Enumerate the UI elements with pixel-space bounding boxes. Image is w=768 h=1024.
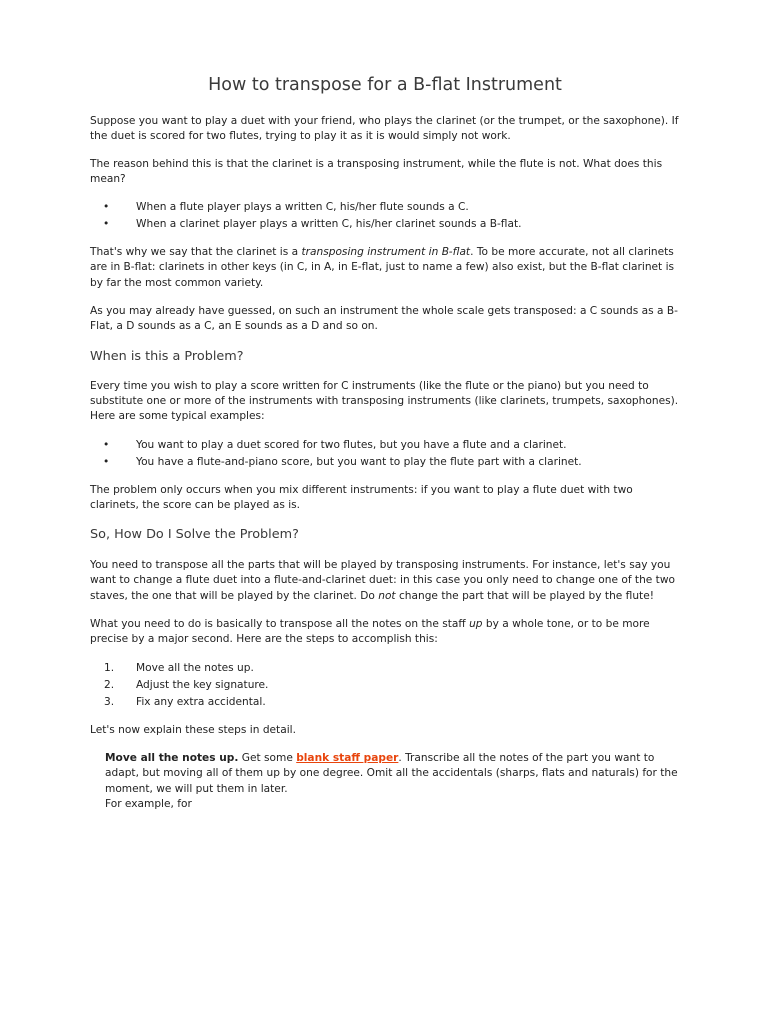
- transposing-paragraph: That's why we say that the clarinet is a transposing instrument in B-flat. To be more accurate, not all clarinets are in B-flat: clarinets in other keys (in C, in A, in E-flat, just to name a few) also exist, but the B-flat clarinet is by far the most common variety.: [90, 246, 675, 289]
- solve-paragraph: You need to transpose all the parts that will be played by transposing instruments. For instance, let's say you want to change a flute duet into a flute-and-clarinet duet: in this case you only need to change one of the two staves, the one that will be played by the clarinet. Do not change the part that will be played by the flute!: [90, 559, 675, 602]
- bullet-marker: •: [103, 438, 110, 451]
- list-item: 1. Move all the notes up.: [90, 660, 680, 677]
- list-item: 2. Adjust the key signature.: [90, 677, 680, 694]
- detail-intro-paragraph: Let's now explain these steps in detail.: [90, 723, 296, 736]
- blank-staff-paper-link[interactable]: blank staff paper: [296, 751, 399, 764]
- emphasis-text: not: [378, 589, 396, 602]
- list-item: • You want to play a duet scored for two flutes, but you have a flute and a clarinet.: [90, 437, 680, 454]
- bullet-marker: •: [103, 455, 110, 468]
- step-number: 3.: [104, 695, 115, 708]
- mix-paragraph: The problem only occurs when you mix different instruments: if you want to play a flute duet with two clarinets, the score can be played as is.: [90, 483, 633, 511]
- examples-bullet-list: [90, 437, 680, 471]
- list-item: • You have a flute-and-piano score, but you want to play the flute part with a clarinet.: [90, 454, 680, 471]
- emphasis-text: transposing instrument in B-flat: [301, 246, 471, 259]
- section-heading-problem: When is this a Problem?: [90, 348, 244, 364]
- page-title: How to transpose for a B-flat Instrument: [208, 75, 562, 95]
- list-item: 3. Fix any extra accidental.: [90, 694, 680, 711]
- bullet-marker: •: [103, 201, 110, 214]
- step-number: 1.: [104, 661, 115, 674]
- problem-paragraph: Every time you wish to play a score written for C instruments (like the flute or the piano) but you need to substitute one or more of the instruments with transposing instruments (like clarinets, trumpets, saxophones). Here are some typical examples:: [90, 379, 679, 423]
- list-item: • When a clarinet player plays a written C, his/her clarinet sounds a B-flat.: [90, 216, 680, 233]
- list-item: • When a flute player plays a written C, his/her flute sounds a C.: [90, 199, 680, 216]
- move-notes-paragraph: Move all the notes up. Get some blank staff paper. Transcribe all the notes of the part you want to adapt, but moving all of them up by one degree. Omit all the accidentals (sharps, flats and naturals) for the moment, we will put them in later. For example, for: [105, 751, 678, 810]
- intro-paragraph: Suppose you want to play a duet with your friend, who plays the clarinet (or the trumpet, or the saxophone). If the duet is scored for two flutes, trying to play it as it is would simply not work.: [90, 115, 679, 143]
- step-number: 2.: [104, 678, 115, 691]
- instrument-bullet-list: [90, 199, 680, 233]
- steps-numbered-list: [90, 660, 680, 711]
- step-heading: Move all the notes up.: [105, 751, 239, 764]
- reason-paragraph: The reason behind this is that the clarinet is a transposing instrument, while the flute is not. What does this mean?: [90, 157, 663, 185]
- scale-paragraph: As you may already have guessed, on such an instrument the whole scale gets transposed: a C sounds as a B-Flat, a D sounds as a C, an E sounds as a D and so on.: [90, 305, 678, 333]
- steps-intro-paragraph: What you need to do is basically to transpose all the notes on the staff up by a whole tone, or to be more precise by a major second. Here are the steps to accomplish this:: [90, 618, 650, 646]
- document-page: [90, 0, 680, 812]
- emphasis-text: up: [469, 618, 483, 631]
- section-heading-solve: So, How Do I Solve the Problem?: [90, 527, 299, 543]
- bullet-marker: •: [103, 218, 110, 231]
